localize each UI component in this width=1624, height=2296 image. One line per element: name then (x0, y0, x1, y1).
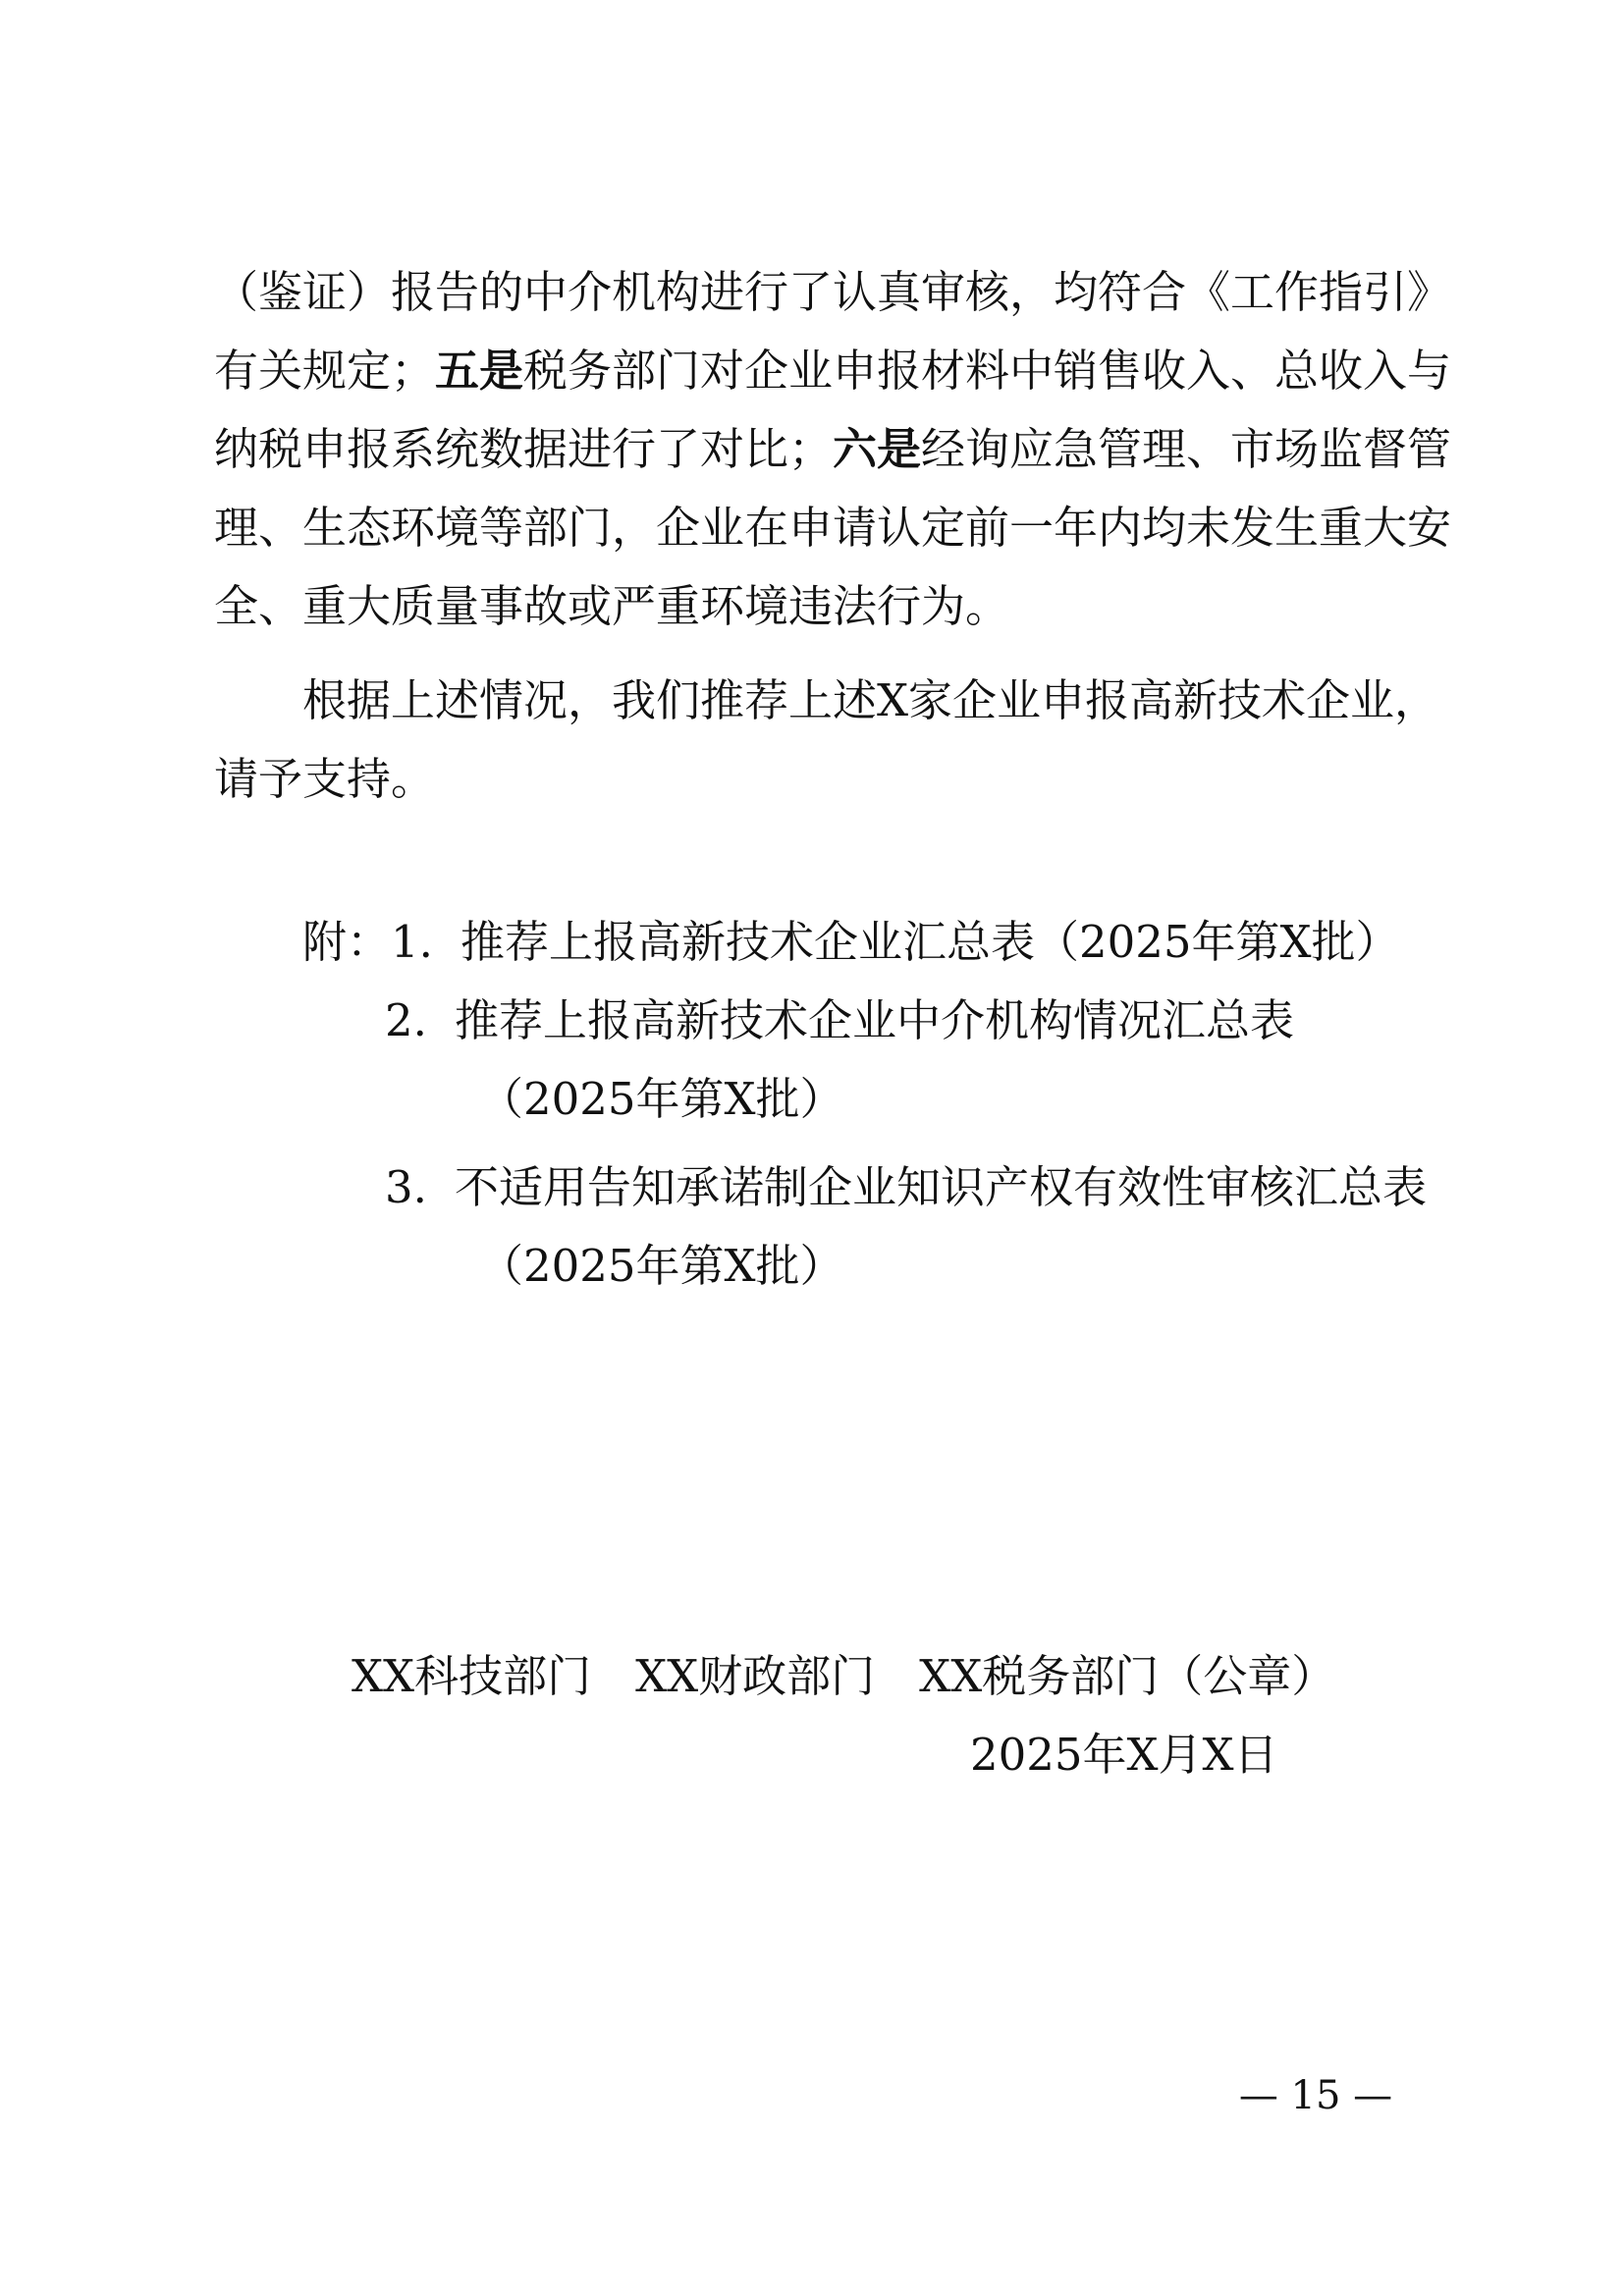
emphasis-six: 六是 (833, 423, 922, 475)
body-text: 请予支持。 (214, 753, 436, 805)
attachment-item-1 (302, 903, 1432, 982)
attachment-title: 推荐上报高新技术企业中介机构情况汇总表 (454, 994, 1294, 1046)
body-line-5 (214, 567, 1432, 646)
body-line-1 (214, 253, 1452, 332)
attachment-item-2-continued (479, 1060, 1432, 1139)
attachment-batch: （2025年第X批） (479, 1073, 844, 1125)
body-text: 全、重大质量事故或严重环境违法行为。 (214, 580, 1010, 632)
emphasis-five: 五是 (435, 345, 524, 397)
signature-departments (352, 1637, 1336, 1716)
attachment-item-3-continued (479, 1227, 1432, 1306)
attachment-item-2 (385, 982, 1432, 1060)
body-text: 税务部门对企业申报材料中销售收入、总收入与 (523, 345, 1452, 397)
body-text: 理、生态环境等部门，企业在申请认定前一年内均未发生重大安 (214, 502, 1452, 554)
date-text: 2025年X月X日 (970, 1729, 1278, 1781)
body-line-3 (214, 410, 1452, 489)
body-text: （鉴证）报告的中介机构进行了认真审核，均符合《工作指引》 (214, 266, 1452, 318)
body-line-6 (302, 662, 1439, 740)
attachment-title: 不适用告知承诺制企业知识产权有效性审核汇总表 (454, 1161, 1427, 1213)
attachment-title: 推荐上报高新技术企业汇总表（2025年第X批） (460, 916, 1400, 968)
body-line-2 (214, 332, 1452, 410)
page-number: — 15 — (1238, 2073, 1393, 2118)
signature-date (970, 1716, 1363, 1794)
body-text: 根据上述情况，我们推荐上述X家企业申报高新技术企业， (302, 674, 1439, 726)
signature-dept-tech: XX科技部门 (352, 1650, 592, 1702)
attachment-number: 1. (391, 916, 433, 968)
attachment-batch: （2025年第X批） (479, 1240, 844, 1292)
attachment-number: 2. (385, 994, 427, 1046)
body-text: 经询应急管理、市场监督管 (921, 423, 1452, 475)
signature-dept-finance: XX财政部门 (635, 1650, 876, 1702)
signature-dept-tax: XX税务部门（公章） (919, 1650, 1336, 1702)
body-line-7 (214, 740, 1432, 819)
attachment-item-3 (385, 1148, 1432, 1227)
attachment-prefix: 附： (302, 916, 392, 968)
attachment-number: 3. (385, 1161, 427, 1213)
body-text: 有关规定； (214, 345, 436, 397)
body-line-4 (214, 489, 1452, 567)
body-text: 纳税申报系统数据进行了对比； (214, 423, 834, 475)
